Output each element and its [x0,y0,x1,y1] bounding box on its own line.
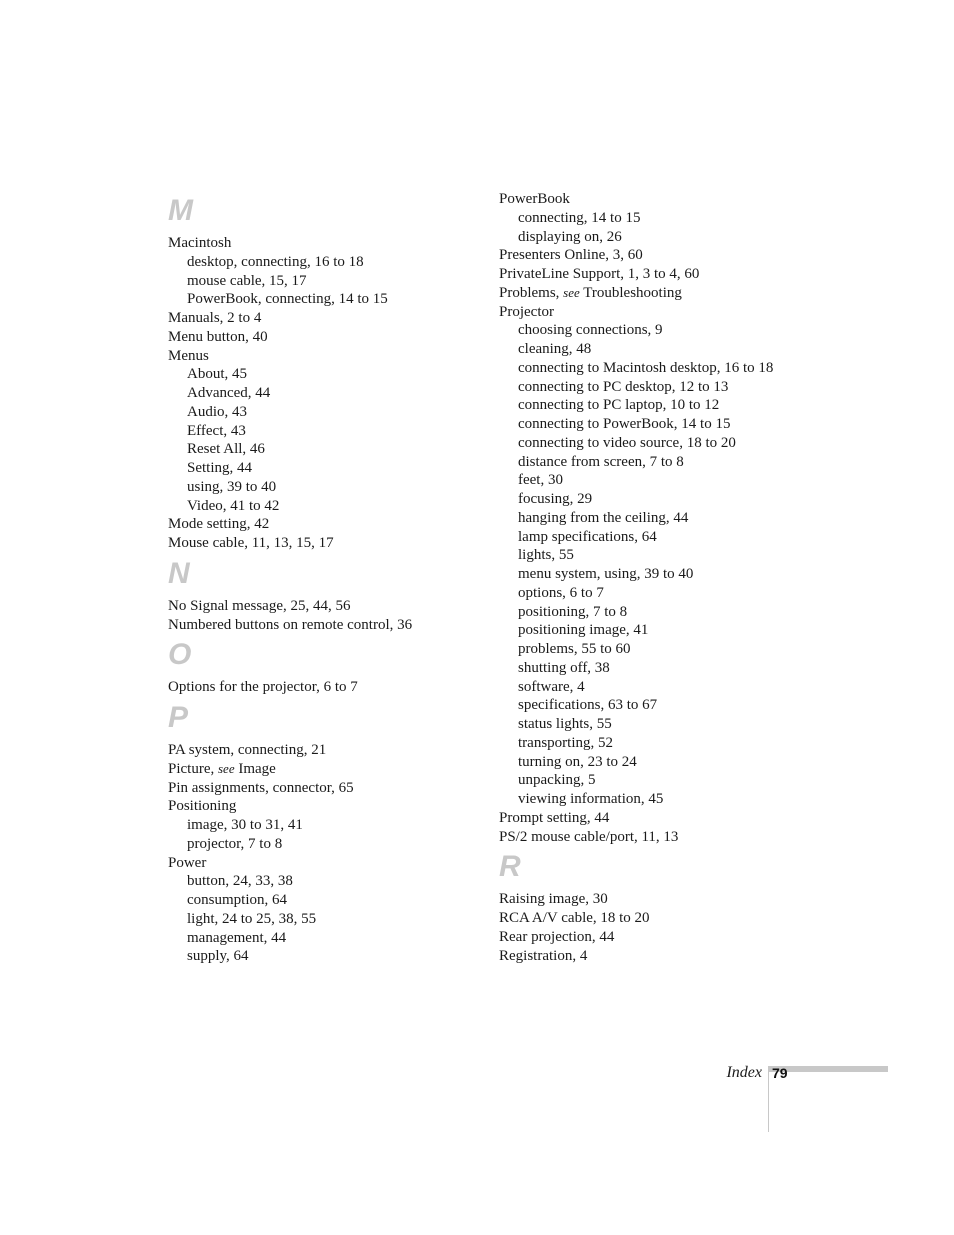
section-letter-m: M [168,194,194,227]
index-subentry: button, 24, 33, 38 [187,873,293,890]
index-entry: PrivateLine Support, 1, 3 to 4, 60 [499,266,700,282]
index-subentry: distance from screen, 7 to 8 [518,453,684,470]
index-entry: RCA A/V cable, 18 to 20 [499,910,650,926]
index-subentry: mouse cable, 15, 17 [187,272,307,289]
index-subentry: connecting to PowerBook, 14 to 15 [518,416,731,432]
index-subentry: using, 39 to 40 [187,478,277,495]
index-entry [499,284,799,303]
see-target: Image [234,760,276,777]
index-subentry: lamp specifications, 64 [518,528,657,545]
footer-divider [768,1066,769,1132]
index-entry: PA system, connecting, 21 [168,742,327,758]
index-subentry: shutting off, 38 [518,659,610,676]
index-subentry: positioning image, 41 [518,622,649,639]
index-subentry: projector, 7 to 8 [187,835,283,852]
index-column-right [499,190,799,965]
index-entry: Mode setting, 42 [168,516,270,533]
index-subentry: turning on, 23 to 24 [518,753,637,770]
index-subentry: connecting to PC laptop, 10 to 12 [518,397,720,414]
index-subentry: transporting, 52 [518,734,613,751]
index-entry [168,760,468,779]
see-reference: see [218,760,235,776]
index-subentry: feet, 30 [518,472,563,489]
see-target: Troubleshooting [579,284,682,301]
index-entry: Prompt setting, 44 [499,809,610,826]
index-subentry: light, 24 to 25, 38, 55 [187,910,317,927]
index-subentry: connecting to video source, 18 to 20 [518,434,736,451]
index-subentry: positioning, 7 to 8 [518,603,628,620]
index-entry: Options for the projector, 6 to 7 [168,679,358,696]
index-entry: PowerBook [499,191,570,207]
index-entry: Positioning [168,798,237,815]
index-subentry: image, 30 to 31, 41 [187,817,303,833]
see-reference: see [563,284,580,300]
footer-section-label: Index [726,1064,762,1081]
section-letter-n: N [168,556,191,590]
index-entry: Rear projection, 44 [499,928,615,945]
index-subentry: Audio, 43 [187,403,247,420]
index-subentry: hanging from the ceiling, 44 [518,509,689,526]
index-entry: Mouse cable, 11, 13, 15, 17 [168,535,334,551]
index-entry: Raising image, 30 [499,891,608,908]
index-subentry: consumption, 64 [187,892,287,908]
index-entry-text: Picture, [168,760,218,777]
index-subentry: focusing, 29 [518,491,593,507]
index-subentry: lights, 55 [518,547,574,564]
index-subentry: connecting to PC desktop, 12 to 13 [518,378,729,395]
section-letter-p: P [168,701,190,734]
index-subentry: menu system, using, 39 to 40 [518,566,694,582]
index-entry: Power [168,854,207,871]
index-subentry: options, 6 to 7 [518,584,604,601]
index-subentry: status lights, 55 [518,716,612,732]
index-subentry: software, 4 [518,678,585,695]
index-entry: Macintosh [168,235,232,251]
index-subentry: Reset All, 46 [187,441,265,458]
index-subentry: Setting, 44 [187,460,253,476]
index-entry: Registration, 4 [499,947,588,964]
index-entry: Menus [168,347,209,364]
index-entry: Presenters Online, 3, 60 [499,247,643,264]
index-subentry: choosing connections, 9 [518,322,663,339]
index-subentry: unpacking, 5 [518,772,596,789]
index-subentry: management, 44 [187,929,287,946]
index-subentry: About, 45 [187,366,247,383]
index-subentry: viewing information, 45 [518,791,664,807]
index-entry: Numbered buttons on remote control, 36 [168,616,413,633]
index-subentry: Advanced, 44 [187,385,271,401]
index-subentry: connecting to Macintosh desktop, 16 to 18 [518,359,774,376]
index-subentry: displaying on, 26 [518,228,622,245]
section-letter-r: R [499,850,522,884]
index-column-left [168,190,468,966]
index-entry: No Signal message, 25, 44, 56 [168,597,351,614]
index-subentry: PowerBook, connecting, 14 to 15 [187,291,388,308]
index-entry: Menu button, 40 [168,328,268,345]
index-subentry: cleaning, 48 [518,341,592,357]
index-entry: Manuals, 2 to 4 [168,310,262,326]
index-subentry: problems, 55 to 60 [518,641,631,657]
section-letter-o: O [168,638,193,672]
index-subentry: Video, 41 to 42 [187,497,280,514]
index-subentry: supply, 64 [187,948,249,965]
index-subentry: connecting, 14 to 15 [518,209,641,226]
index-subentry: Effect, 43 [187,422,246,439]
index-entry: Projector [499,303,554,320]
index-subentry: specifications, 63 to 67 [518,697,658,714]
index-entry: Pin assignments, connector, 65 [168,779,354,796]
index-entry: PS/2 mouse cable/port, 11, 13 [499,828,679,845]
index-entry-text: Problems, [499,284,564,301]
index-subentry: desktop, connecting, 16 to 18 [187,253,364,270]
page-number: 79 [772,1065,788,1081]
